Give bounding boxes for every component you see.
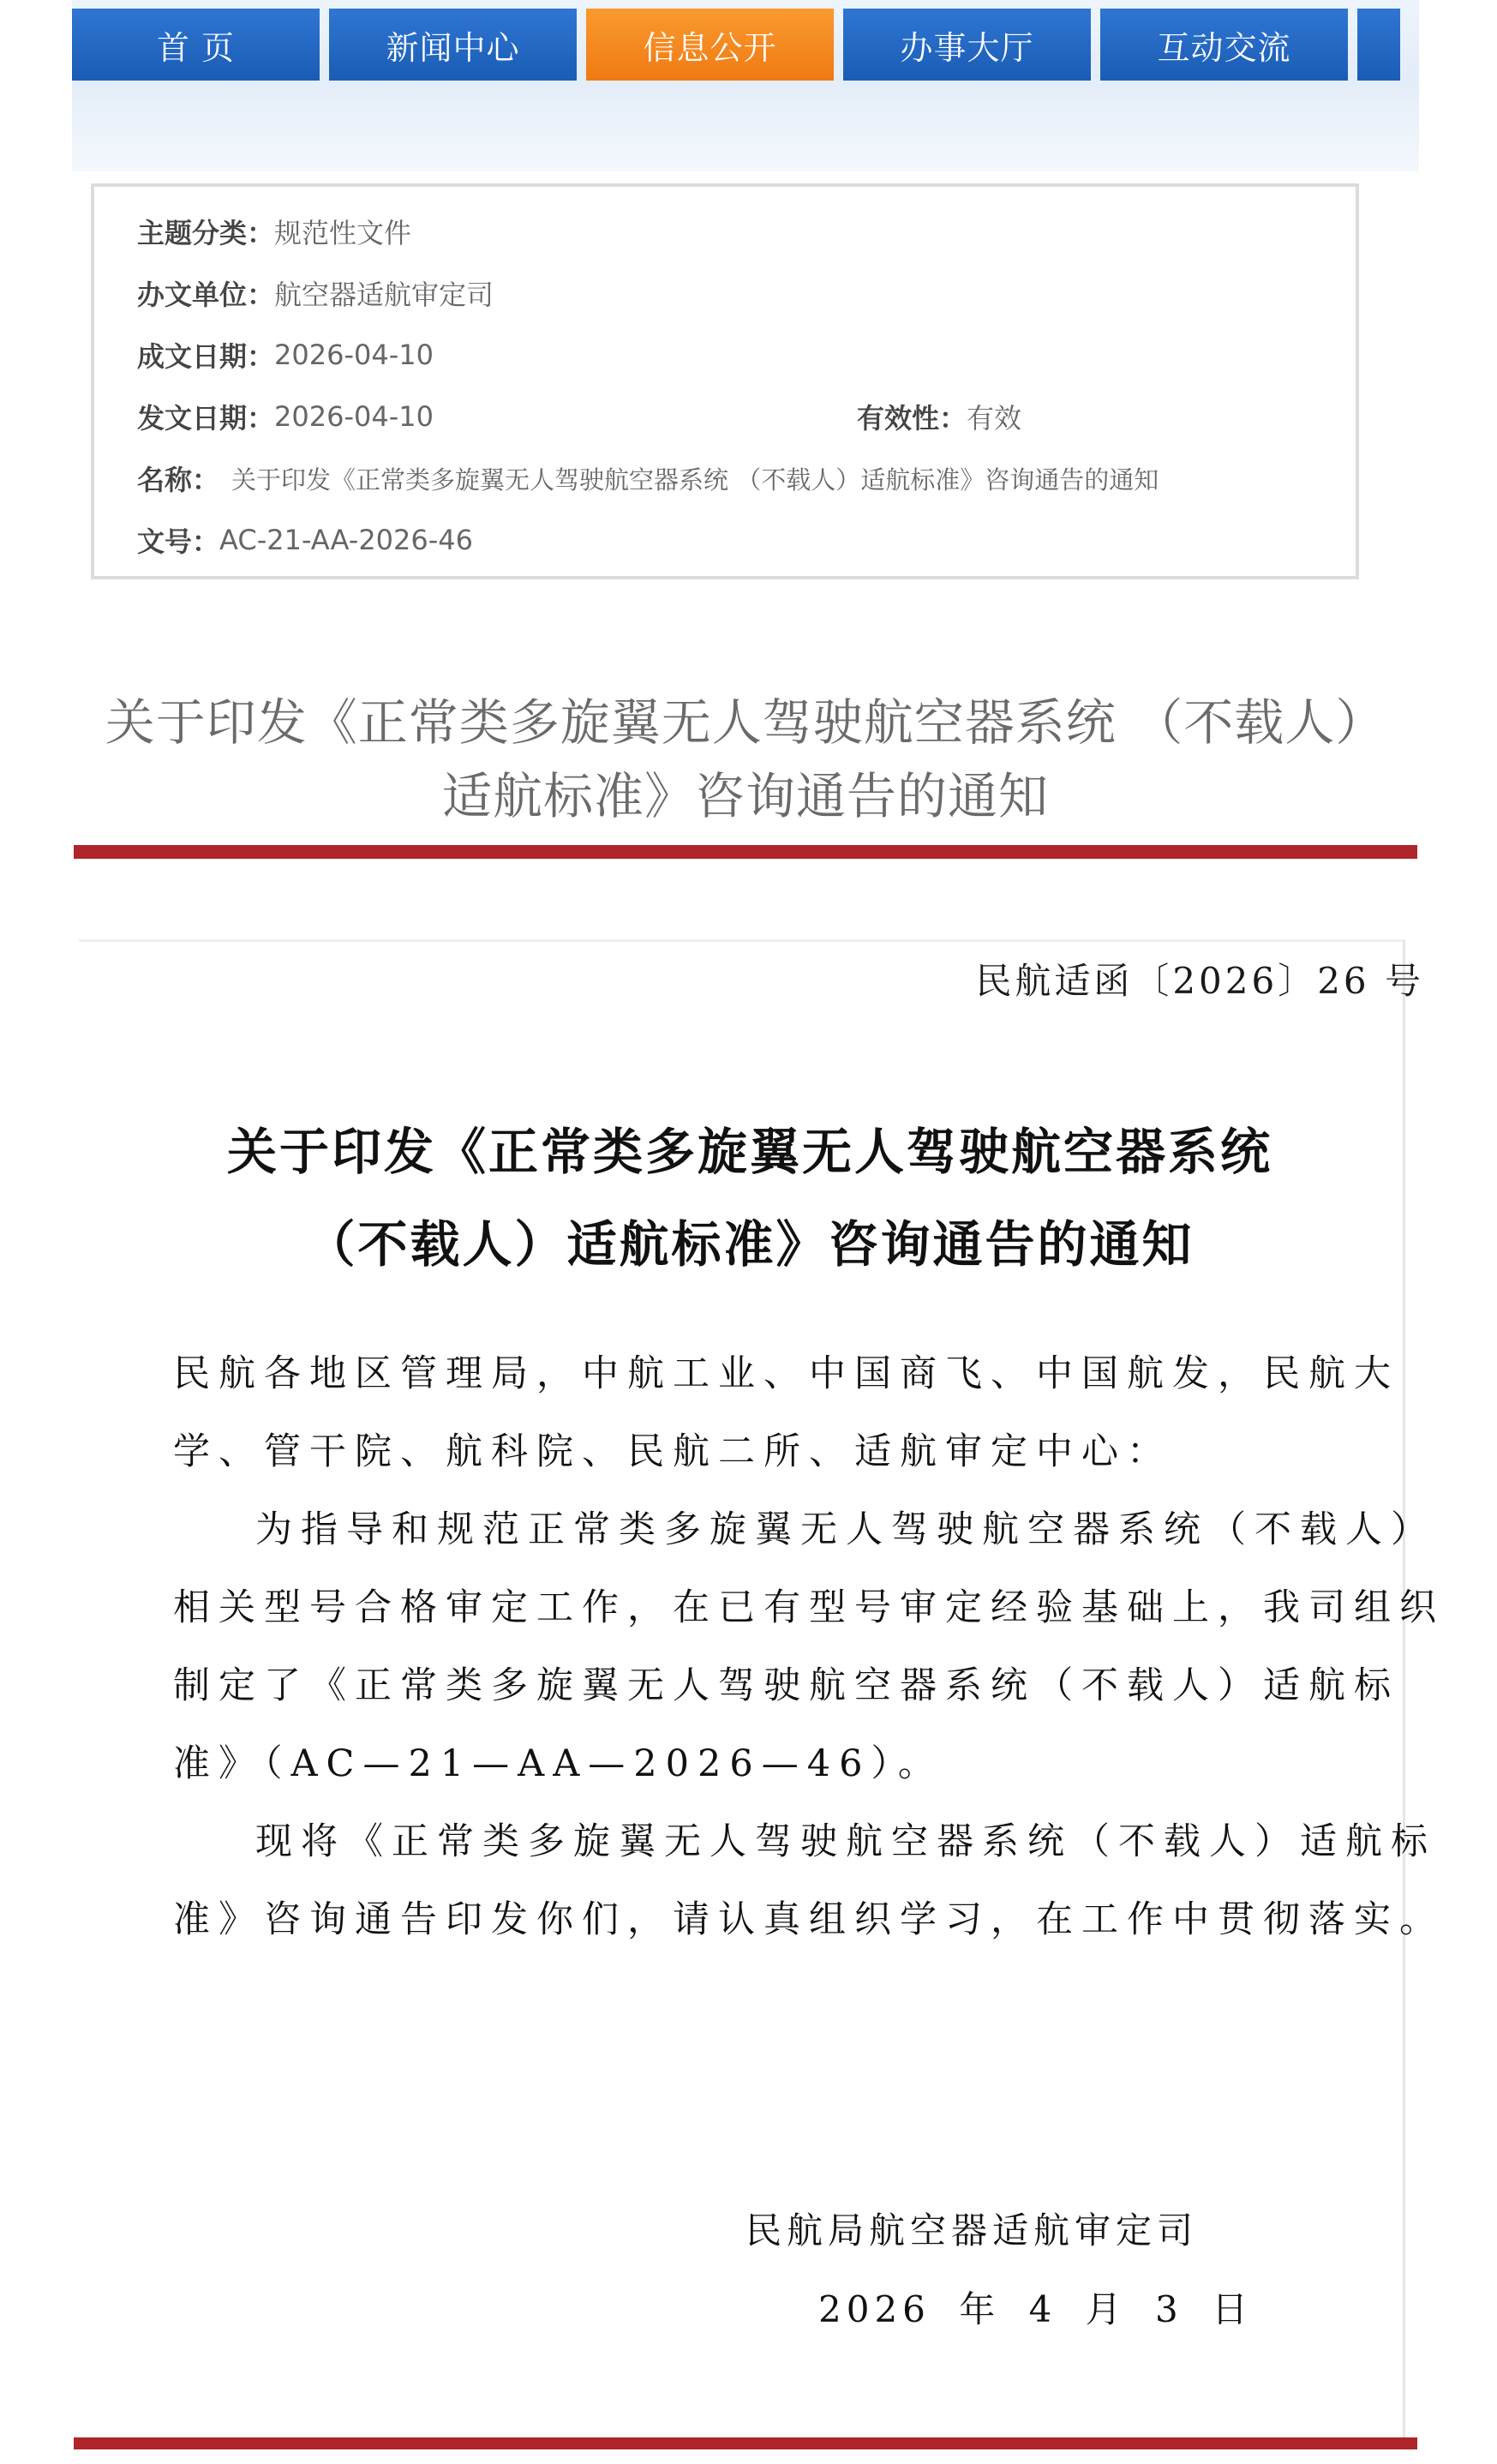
- paragraph-1-line-2: 相关型号合格审定工作，在已有型号审定经验基础上，我司组织: [173, 1586, 1445, 1629]
- nav-item-interaction[interactable]: 互动交流: [1100, 9, 1348, 81]
- meta-written-date-label: 成文日期：: [137, 340, 275, 373]
- meta-written-date-row: [137, 336, 434, 374]
- recipients-line-2: 学、管干院、航科院、民航二所、适航审定中心：: [173, 1430, 1172, 1473]
- title-divider: [74, 845, 1417, 859]
- signature-organization: 民航局航空器适航审定司: [746, 2209, 1199, 2251]
- page-title-line-2: 适航标准》咨询通告的通知: [441, 767, 1049, 825]
- document-metadata-box: [91, 183, 1359, 579]
- meta-issued-date-label: 发文日期：: [137, 402, 275, 435]
- meta-topic-label: 主题分类：: [137, 217, 275, 249]
- main-nav: [72, 9, 1419, 81]
- meta-office-label: 办文单位：: [137, 279, 275, 311]
- document-title: [120, 1106, 1380, 1291]
- meta-office-row: [137, 274, 494, 312]
- footer-divider: [74, 2437, 1417, 2449]
- nav-item-home[interactable]: 首 页: [72, 9, 320, 81]
- meta-topic-row: [137, 213, 411, 250]
- recipients-line-1: 民航各地区管理局，中航工业、中国商飞、中国航发，民航大: [173, 1352, 1399, 1395]
- document-number: 民航适函〔2026〕26 号: [975, 960, 1424, 1002]
- meta-docno-row: [137, 521, 473, 559]
- page-title-line-1: 关于印发《正常类多旋翼无人驾驶航空器系统 （不载人）: [105, 693, 1386, 752]
- paragraph-1-line-3: 制定了《正常类多旋翼无人驾驶航空器系统（不载人）适航标: [173, 1664, 1399, 1707]
- document-title-line-2: （不载人）适航标准》咨询通告的通知: [305, 1215, 1195, 1274]
- meta-docno-value: AC-21-AA-2026-46: [219, 524, 474, 556]
- meta-written-date-value: 2026-04-10: [274, 339, 434, 371]
- meta-issued-date-value: 2026-04-10: [274, 400, 434, 433]
- paragraph-2-line-1: 现将《正常类多旋翼无人驾驶航空器系统（不载人）适航标: [255, 1820, 1436, 1863]
- meta-name-row: [137, 459, 1159, 497]
- paragraph-2-line-2: 准》咨询通告印发你们，请认真组织学习，在工作中贯彻落实。: [173, 1898, 1445, 1941]
- nav-item-news-center[interactable]: 新闻中心: [329, 9, 577, 81]
- document-paragraph-2: [173, 1803, 1445, 1959]
- document-paragraph-1: [173, 1491, 1445, 1803]
- meta-office-value: 航空器适航审定司: [274, 279, 494, 311]
- signature-date: 2026 年 4 月 3 日: [818, 2288, 1254, 2330]
- meta-issued-date-row: [137, 398, 1337, 435]
- meta-validity: [857, 398, 1021, 435]
- document-recipients: [173, 1335, 1399, 1491]
- nav-item-service-hall[interactable]: 办事大厅: [843, 9, 1091, 81]
- meta-validity-label: 有效性：: [857, 402, 967, 435]
- meta-topic-value: 规范性文件: [274, 217, 412, 249]
- meta-name-value: 关于印发《正常类多旋翼无人驾驶航空器系统 （不载人）适航标准》咨询通告的通知: [231, 465, 1159, 495]
- nav-item-more[interactable]: [1357, 9, 1400, 81]
- paragraph-1-line-4: 准》（AC—21—AA—2026—46）。: [173, 1742, 943, 1785]
- document-title-line-1: 关于印发《正常类多旋翼无人驾驶航空器系统: [226, 1123, 1272, 1181]
- page-title: [77, 686, 1414, 833]
- nav-item-info-disclosure[interactable]: 信息公开: [586, 9, 834, 81]
- meta-validity-value: 有效: [967, 402, 1022, 435]
- paragraph-1-line-1: 为指导和规范正常类多旋翼无人驾驶航空器系统（不载人）: [255, 1508, 1436, 1551]
- meta-name-label: 名称：: [137, 464, 220, 496]
- meta-docno-label: 文号：: [137, 525, 220, 558]
